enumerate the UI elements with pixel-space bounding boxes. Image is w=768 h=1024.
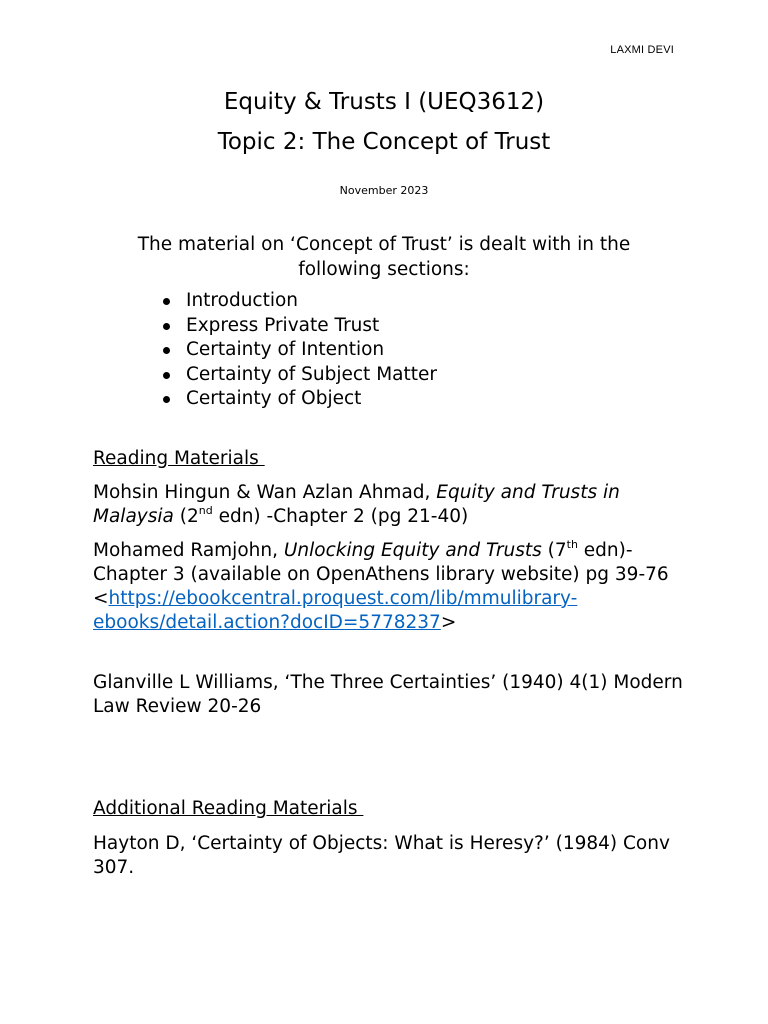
list-item: Introduction [186,289,437,314]
ref-text: edn)- Chapter 3 (available on OpenAthens library website) pg 39-76 < [93,540,669,609]
ebook-link[interactable]: https://ebookcentral.proquest.com/lib/mmulibrary-ebooks/detail.action?docID=5778237 [93,588,578,633]
ref-text: edn) -Chapter 2 (pg 21-40) [212,506,469,527]
ref-text: Mohamed Ramjohn, [93,540,284,561]
list-item: Express Private Trust [186,314,437,339]
ref-book-title: Equity and Trusts in Malaysia [93,482,620,527]
document-title: Equity & Trusts I (UEQ3612) [223,89,545,115]
reference-hingun [93,481,683,529]
topic-title: Topic 2: The Concept of Trust [217,129,551,155]
sections-list [186,289,437,412]
intro-paragraph: The material on ‘Concept of Trust’ is dealt with in the following sections: [137,234,631,280]
document-date: November 2023 [339,184,429,197]
reference-hayton: Hayton D, ‘Certainty of Objects: What is Heresy?’ (1984) Conv 307. [93,833,670,878]
ref-superscript: nd [198,503,213,517]
list-item: Certainty of Intention [186,338,437,363]
reading-materials-heading: Reading Materials [93,448,265,469]
additional-reading-heading: Additional Reading Materials [93,798,364,819]
header-author: LAXMI DEVI [610,44,674,56]
ref-text: > [440,612,457,633]
ref-book-title: Unlocking Equity and Trusts [283,540,542,561]
list-item: Certainty of Subject Matter [186,363,437,388]
ref-text: (2 [173,506,199,527]
list-item: Certainty of Object [186,387,437,412]
reference-ramjohn [93,539,683,635]
ref-text: Mohsin Hingun & Wan Azlan Ahmad, [93,482,437,503]
ref-text: (7 [541,540,567,561]
ref-superscript: th [566,537,578,551]
reference-williams: Glanville L Williams, ‘The Three Certainties’ (1940) 4(1) Modern Law Review 20-26 [93,672,683,717]
